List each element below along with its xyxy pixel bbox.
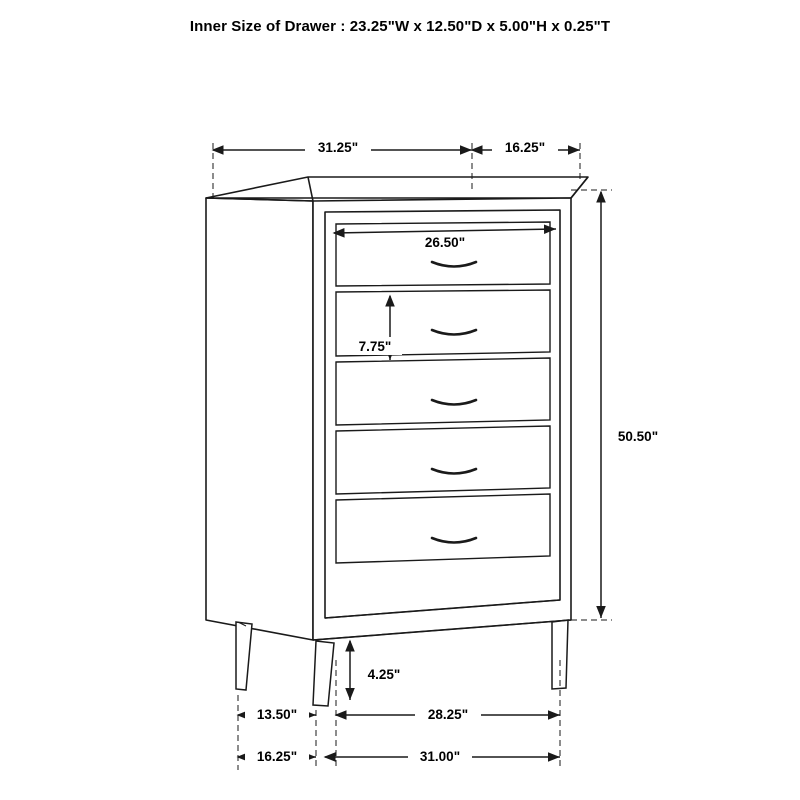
dim-drawer-height-label: 7.75" — [358, 339, 392, 354]
dim-base-depth-label: 16.25" — [256, 749, 298, 764]
drawer-stack — [336, 222, 550, 563]
dim-base-front-inner-label: 28.25" — [427, 707, 469, 722]
drawer-3 — [336, 358, 550, 425]
dim-side-depth-top-label: 16.25" — [504, 140, 546, 155]
dim-base-width-label: 31.00" — [419, 749, 461, 764]
dim-front-width-top-label: 31.25" — [317, 140, 359, 155]
dim-leg-span-side-label: 13.50" — [256, 707, 298, 722]
dim-overall-height-label: 50.50" — [617, 429, 659, 444]
page-title: Inner Size of Drawer : 23.25"W x 12.50"D x 5.00"H x 0.25"T — [189, 18, 611, 35]
dim-drawer-front-width-label: 26.50" — [424, 235, 466, 250]
drawer-4 — [336, 426, 550, 494]
drawer-5 — [336, 494, 550, 563]
dim-leg-height-label: 4.25" — [367, 667, 401, 682]
